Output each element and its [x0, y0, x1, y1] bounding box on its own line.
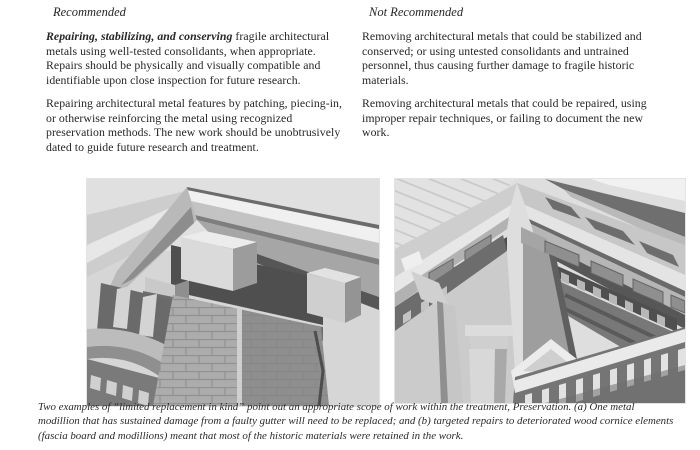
figure-caption: Two examples of “limited replacement in kind” point out an appropriate scope of work within the treatment, Preservation. (a) One metal modillion that has sustained damage from a faulty gutter will need to be replaced; and (b) targeted repairs to deteriorated wood cornice elements (fascia board and modillions) meant that most of the historic materials were retained in the work. — [38, 401, 674, 442]
recommended-paragraph-1-body: fragile architectural metals using well-tested consolidants, when appropriate. Repairs should be physically and visually compatible and identifiable upon close inspection for future research. — [46, 29, 330, 87]
figure-right-photo — [395, 179, 685, 403]
figure-left-photo — [87, 179, 379, 406]
recommended-paragraph-2: Repairing architectural metal features by patching, piecing-in, or otherwise reinforcing the metal using recognized preservation methods. The new work should be unobtrusively dated to guide future research and treatment. — [46, 96, 342, 154]
recommended-paragraph-1-lead: Repairing, stabilizing, and conserving — [46, 29, 233, 43]
not-recommended-paragraph-1: Removing architectural metals that could be stabilized and conserved; or using untested consolidants and untrained personnel, thus causing further damage to fragile historic materials. — [362, 29, 642, 87]
not-recommended-column — [362, 5, 663, 149]
recommended-paragraph-1 — [46, 29, 349, 87]
recommended-column — [46, 5, 349, 163]
right-photo-illustration — [395, 179, 685, 403]
recommended-header: Recommended — [53, 5, 126, 19]
not-recommended-paragraph-2: Removing architectural metals that could be repaired, using improper repair techniques, or failing to document the new work. — [362, 96, 647, 139]
left-photo-illustration — [87, 179, 379, 406]
not-recommended-header: Not Recommended — [369, 5, 464, 19]
